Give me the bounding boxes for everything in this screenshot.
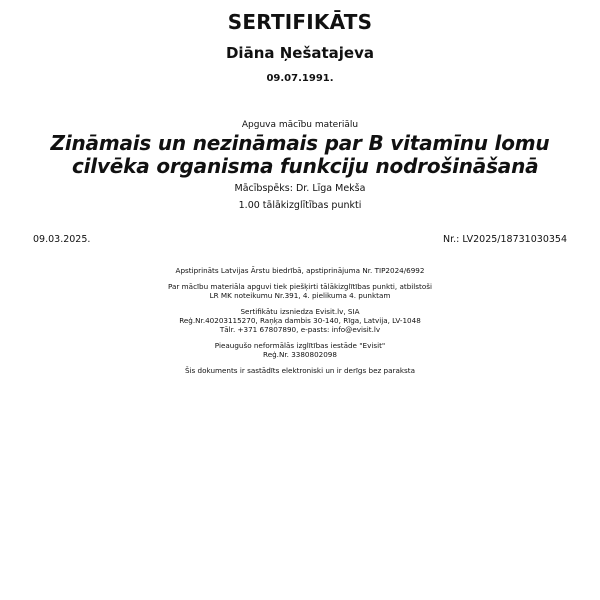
issuer-note (0, 307, 600, 334)
issuer-line-3: Tālr. +371 67807890, e-pasts: info@evisit.lv (219, 325, 381, 334)
regulation-line-1: Par mācību materiāla apguvi tiek piešķirti tālākizglītības punkti, atbilstoši (168, 282, 432, 291)
birth-date: 09.07.1991. (266, 73, 334, 84)
regulation-note (0, 282, 600, 300)
issuer-line-1: Sertifikātu izsniedza Evisit.lv, SIA (240, 307, 360, 316)
certificate-title: SERTIFIKĀTS (227, 10, 373, 34)
institution-line-1: Pieaugušo neformālās izglītības iestāde "Evisit" (214, 341, 386, 350)
issue-date: 09.03.2025. (33, 234, 91, 245)
institution-note (0, 341, 600, 359)
electronic-note-line: Šis dokuments ir sastādīts elektroniski un ir derīgs bez paraksta (184, 366, 416, 375)
recipient-name: Diāna Ņešatajeva (225, 44, 375, 62)
lecturer: Mācībspēks: Dr. Līga Mekša (234, 183, 366, 194)
issuer-line-2: Reģ.Nr.40203115270, Raņķa dambis 30-140, Rīga, Latvija, LV-1048 (179, 316, 421, 325)
certificate-number: Nr.: LV2025/18731030354 (443, 234, 567, 245)
course-title-line-1: Zināmais un nezināmais par B vitamīnu lomu (50, 131, 550, 155)
certificate-footer (0, 266, 600, 382)
credits: 1.00 tālākizglītības punkti (238, 200, 362, 211)
completed-label: Apguva mācību materiālu (241, 120, 359, 130)
course-title-line-2: cilvēka organisma funkciju nodrošināšanā (72, 154, 539, 178)
regulation-line-2: LR MK noteikumu Nr.391, 4. pielikuma 4. punktam (209, 291, 391, 300)
course-title (0, 132, 600, 178)
approval-line: Apstiprināts Latvijas Ārstu biedrībā, apstiprinājuma Nr. TIP2024/6992 (175, 266, 425, 275)
approval-note (0, 266, 600, 275)
institution-line-2: Reģ.Nr. 3380802098 (263, 350, 337, 359)
electronic-note (0, 366, 600, 375)
